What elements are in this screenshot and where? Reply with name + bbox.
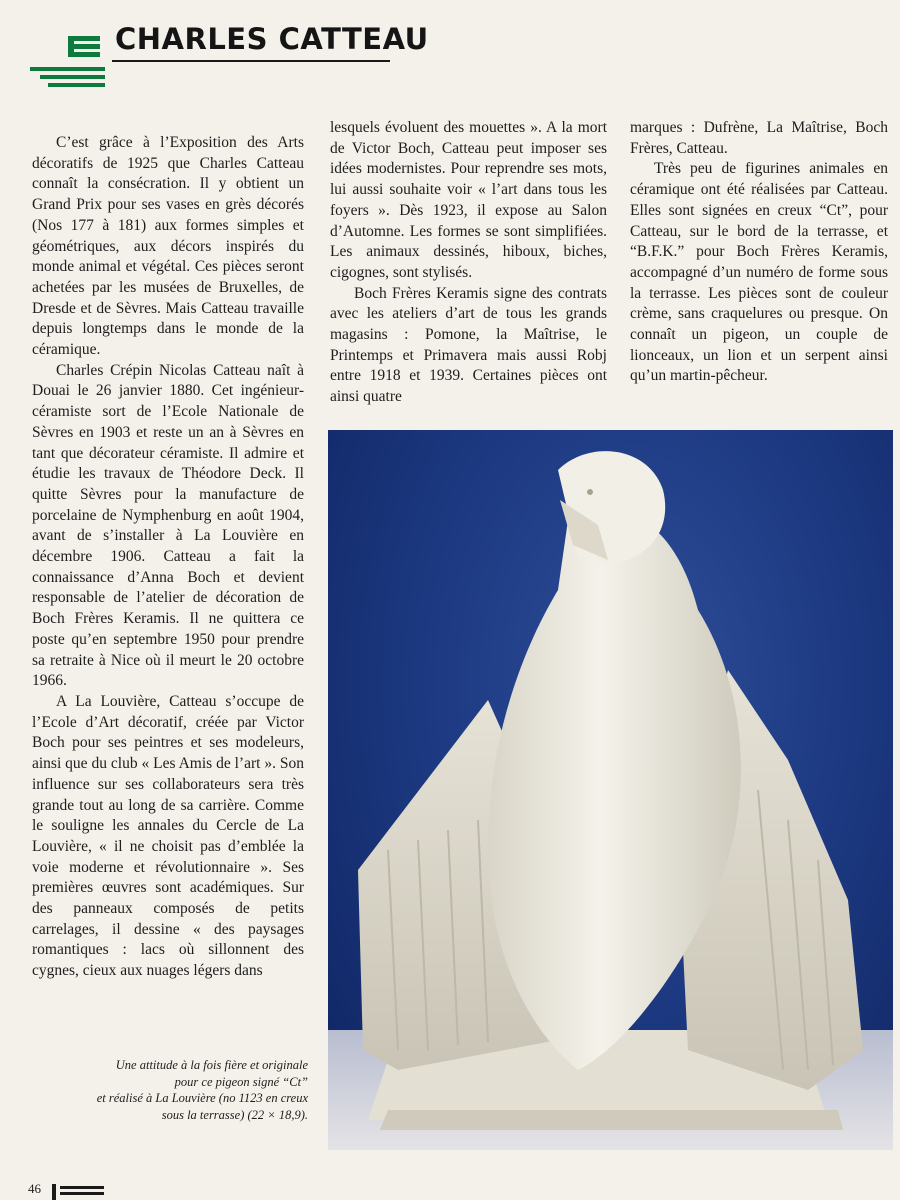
header-rule [112,60,390,62]
paragraph: Charles Crépin Nicolas Catteau naît à Douai le 26 janvier 1880. Cet ingénieur-céramiste sort de l’Ecole Nationale de Sèvres en 1903 et reste un an à Sèvres en tant que décorateur céramiste. Il admire et étudie les travaux de Théodore Deck. Il quitte Sèvres pour la manufacture de porcelaine de Nymphenburg en août 1904, avant de s’installer à La Louvière en décembre 1906. Catteau a fait la connaissance d’Anna Boch et devient responsable de l’atelier de décoration de Boch Frères Keramis. Il ne quittera ce poste qu’en septembre 1950 pour prendre sa retraite à Nice où il meurt le 20 octobre 1966. [32,361,304,690]
column-1 [32,133,304,982]
photo-caption [70,1057,308,1123]
caption-line: Une attitude à la fois fière et originale [115,1058,308,1072]
column-2 [330,118,607,408]
paragraph: C’est grâce à l’Exposition des Arts décoratifs de 1925 que Charles Catteau connaît la consécration. Il y obtient un Grand Prix pour ses vases en grès décorés (Nos 177 à 181) aux formes simples et géométriques, aux décors inspirés du monde animal et végétal. Ces pièces seront achetées par les musées de Bruxelles, de Dresde et de Sèvres. Mais Catteau travaille depuis longtemps dans le monde de la céramique. [32,134,304,359]
paragraph: Très peu de figurines animales en céramique ont été réalisées par Catteau. Elles sont signées en creux “Ct”, pour Catteau, sur le bord de la terrasse, et “B.F.K.” pour Boch Frères Keramis, accompagné d’un numéro de forme sous la terrasse. Les pièces sont de couleur crème, sans craquelures ou presque. On connaît un pigeon, un couple de lionceaux, un lion et un serpent ainsi qu’un martin-pêcheur. [630,160,888,385]
footer-stripe-icon [52,1184,104,1200]
column-3 [630,118,888,387]
caption-line: et réalisé à La Louvière (no 1123 en creux [96,1091,308,1105]
paragraph: lesquels évoluent des mouettes ». A la mort de Victor Boch, Catteau peut imposer ses idées modernistes. Pour reprendre ses mots, lui aussi souhaite voir « l’art dans tous les foyers ». Dès 1923, il expose au Salon d’Automne. Les formes se sont simplifiées. Les animaux dessinés, hiboux, biches, cigognes, sont stylisés. [330,119,607,281]
paragraph: A La Louvière, Catteau s’occupe de l’Ecole d’Art décoratif, créée par Victor Boch pour ses peintres et ses modeleurs, ainsi que du club « Les Amis de l’art ». Son influence sur ses collaborateurs sera très grande tout au long de sa carrière. Comme le souligne les annales du Cercle de La Louvière, « il ne choisit pas d’emblée la voie moderne et révolutionnaire ». Ses premières œuvres sont académiques. Sur des panneaux composés de petits carrelages, il dessine « des paysages romantiques : lacs où sillonnent des cygnes, cieux aux nuages légers dans [32,692,304,980]
paragraph: marques : Dufrène, La Maîtrise, Boch Frères, Catteau. [630,119,888,157]
pigeon-figurine-photo [328,430,893,1150]
stripe-logo-icon [30,30,110,90]
caption-line: pour ce pigeon signé “Ct” [174,1074,308,1089]
page-number: 46 [28,1181,41,1196]
page-title: CHARLES CATTEAU [115,22,429,56]
paragraph: Boch Frères Keramis signe des contrats avec les ateliers d’art de tous les grands magasins : Pomone, la Maîtrise, le Printemps et Primavera mais aussi Robj entre 1918 et 1939. Certaines pièces ont ainsi quatre [330,284,607,406]
caption-line: sous la terrasse) (22 × 18,9). [161,1107,308,1122]
